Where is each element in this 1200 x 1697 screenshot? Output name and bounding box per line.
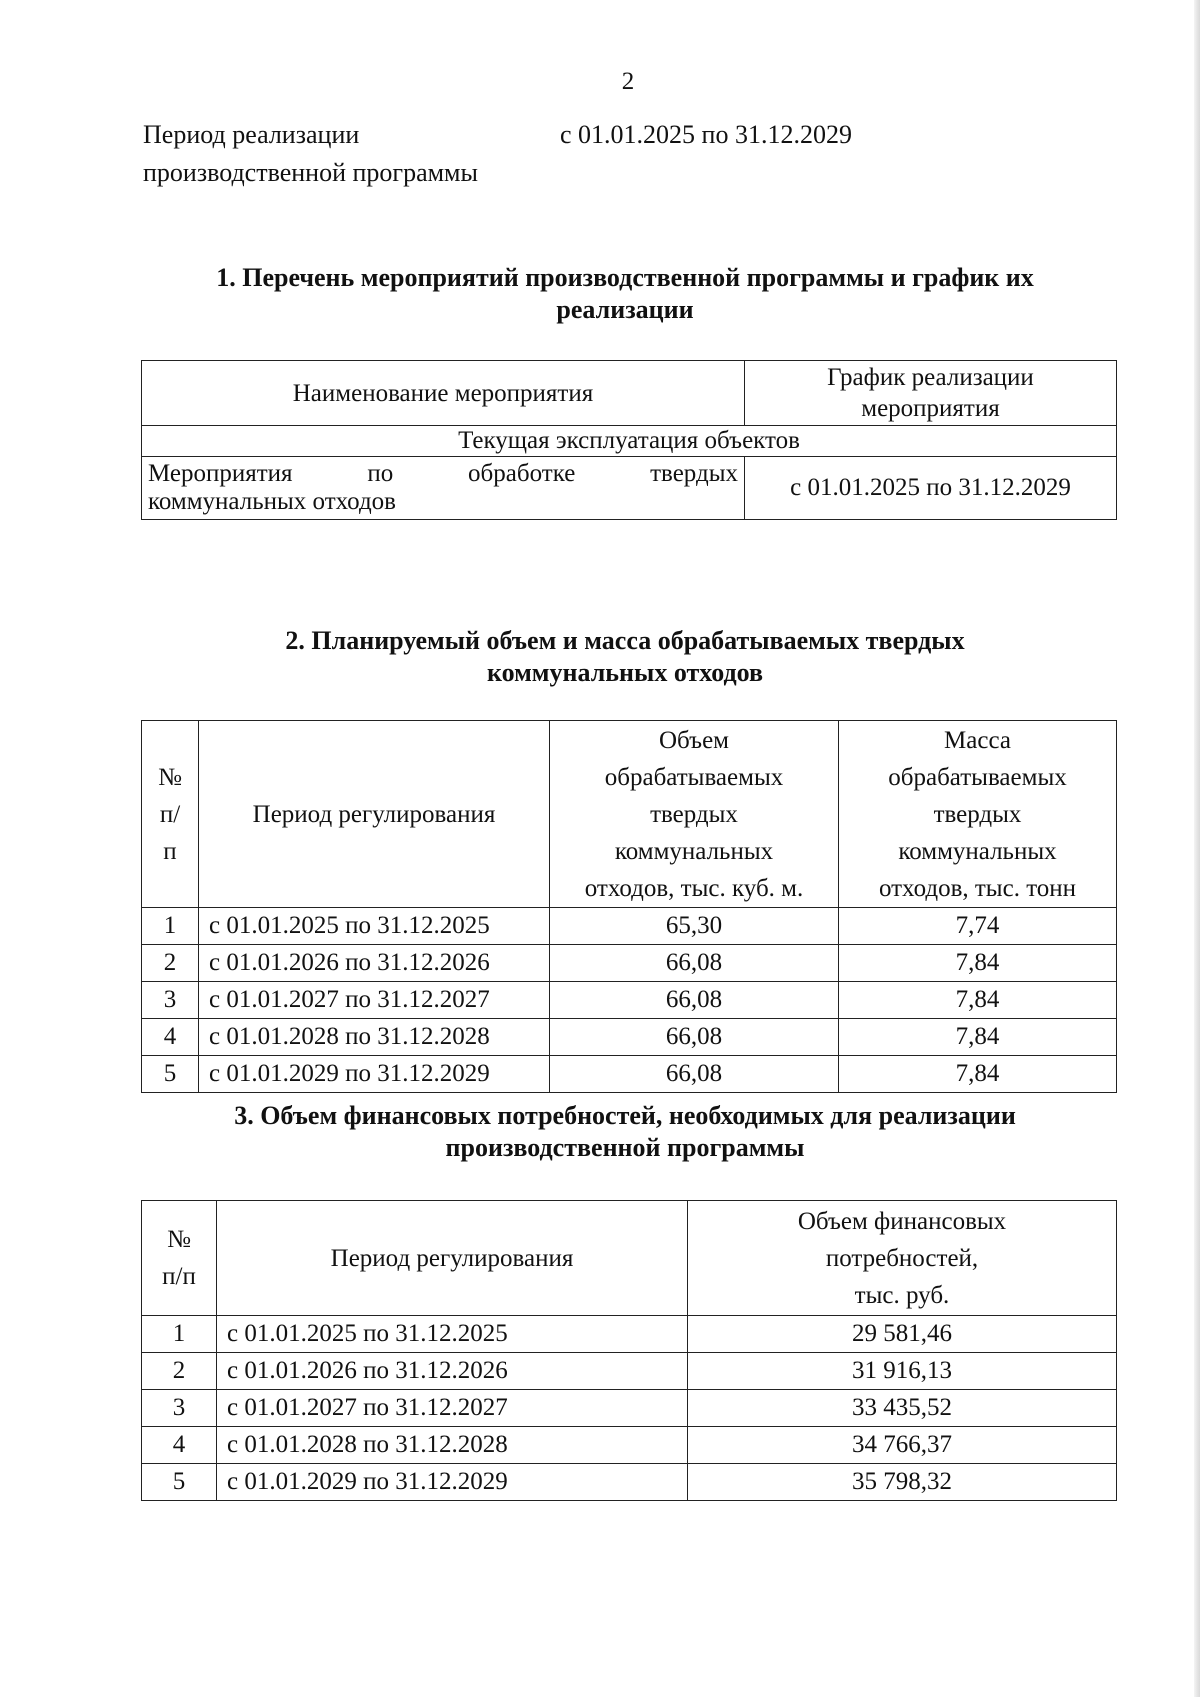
row-volume: 66,08 [550,1056,839,1093]
header-mass-line1: Масса [944,726,1011,754]
header-finance-line1: Объем финансовых [797,1207,1007,1235]
header-period: Период регулирования [199,721,550,908]
section1-title [150,262,1100,326]
header-mass-line2: обрабатываемых [888,763,1067,791]
row-period: с 01.01.2027 по 31.12.2027 [199,982,550,1019]
section3-title-line1: 3. Объем финансовых потребностей, необходимых для реализации [234,1101,1016,1130]
row-number: 4 [142,1019,199,1056]
finance-table [141,1200,1117,1501]
header-volume [550,721,839,908]
table-row [142,1390,1117,1427]
table-row [142,1019,1117,1056]
header-mass-line5: отходов, тыс. тонн [878,874,1077,902]
header-number-line1: № [158,763,182,791]
header-volume-line5: отходов, тыс. куб. м. [584,874,804,902]
table-row [142,945,1117,982]
row-number: 5 [142,1464,217,1501]
row-amount: 35 798,32 [688,1464,1117,1501]
header-volume-line3: твердых [650,800,738,828]
section1-title-line1: 1. Перечень мероприятий производственной программы и график их [216,263,1034,292]
header-mass-line3: твердых [933,800,1022,828]
table-header-row [142,721,1117,908]
row-volume: 66,08 [550,1019,839,1056]
table-row [142,457,1117,520]
header-number-line3: п [163,837,177,865]
row-period: с 01.01.2029 по 31.12.2029 [217,1464,688,1501]
group-row [142,426,1117,457]
row-number: 4 [142,1427,217,1464]
section3-title [150,1100,1100,1164]
header-finance [688,1201,1117,1316]
row-number: 5 [142,1056,199,1093]
table-row [142,1056,1117,1093]
table-row [142,1316,1117,1353]
activity-name-line1: Мероприятия по обработке твердых [148,460,738,487]
row-number: 3 [142,982,199,1019]
row-period: с 01.01.2025 по 31.12.2025 [217,1316,688,1353]
header-volume-line4: коммунальных [614,837,774,865]
row-amount: 34 766,37 [688,1427,1117,1464]
volume-mass-table [141,720,1117,1093]
row-period: с 01.01.2026 по 31.12.2026 [199,945,550,982]
header-period: Период регулирования [217,1201,688,1316]
row-mass: 7,84 [839,945,1117,982]
row-number: 2 [142,1353,217,1390]
header-number-line2: п/ [159,800,181,828]
section2-title-line2: коммунальных отходов [486,658,764,687]
header-schedule-line2: мероприятия [861,395,1000,422]
row-period: с 01.01.2026 по 31.12.2026 [217,1353,688,1390]
row-number: 3 [142,1390,217,1427]
header-volume-line2: обрабатываемых [604,763,784,791]
row-volume: 65,30 [550,908,839,945]
page-edge [1194,0,1200,1697]
header-mass-line4: коммунальных [898,837,1057,865]
row-mass: 7,84 [839,982,1117,1019]
row-period: с 01.01.2028 по 31.12.2028 [217,1427,688,1464]
header-finance-line3: тыс. руб. [854,1281,950,1309]
row-period: с 01.01.2025 по 31.12.2025 [199,908,550,945]
header-number [142,1201,217,1316]
header-volume-line1: Объем [659,726,729,754]
row-mass: 7,84 [839,1056,1117,1093]
activities-table [141,360,1117,520]
row-number: 1 [142,1316,217,1353]
section3-title-line2: производственной программы [445,1133,805,1162]
row-amount: 31 916,13 [688,1353,1117,1390]
header-finance-line2: потребностей, [825,1244,979,1272]
section1-title-line2: реализации [556,295,694,324]
table-row [142,1353,1117,1390]
header-mass [839,721,1117,908]
activity-name-line2: коммунальных отходов [148,488,396,515]
row-period: с 01.01.2027 по 31.12.2027 [217,1390,688,1427]
table-row [142,982,1117,1019]
table-row [142,908,1117,945]
header-number-line2: п/п [162,1263,196,1290]
page-number: 2 [621,68,635,95]
table-row [142,1427,1117,1464]
program-period-label [143,116,478,192]
row-period: с 01.01.2029 по 31.12.2029 [199,1056,550,1093]
table-header-row [142,361,1117,426]
header-number [142,721,199,908]
header-activity-name: Наименование мероприятия [142,361,745,426]
activity-name [142,457,745,520]
table-header-row [142,1201,1117,1316]
program-period-label-line2: производственной программы [143,158,478,187]
row-amount: 29 581,46 [688,1316,1117,1353]
section2-title [150,625,1100,689]
row-number: 1 [142,908,199,945]
table-row [142,1464,1117,1501]
program-period-label-line1: Период реализации [143,120,360,149]
program-period-value: с 01.01.2025 по 31.12.2029 [560,120,852,149]
section2-title-line1: 2. Планируемый объем и масса обрабатываемых твердых [285,626,965,655]
row-volume: 66,08 [550,982,839,1019]
row-period: с 01.01.2028 по 31.12.2028 [199,1019,550,1056]
group-label: Текущая эксплуатация объектов [142,426,1117,457]
row-amount: 33 435,52 [688,1390,1117,1427]
header-number-line1: № [167,1226,191,1253]
row-volume: 66,08 [550,945,839,982]
row-mass: 7,84 [839,1019,1117,1056]
header-schedule-line1: График реализации [827,364,1034,391]
activity-schedule: с 01.01.2025 по 31.12.2029 [745,457,1117,520]
row-mass: 7,74 [839,908,1117,945]
row-number: 2 [142,945,199,982]
header-schedule [745,361,1117,426]
